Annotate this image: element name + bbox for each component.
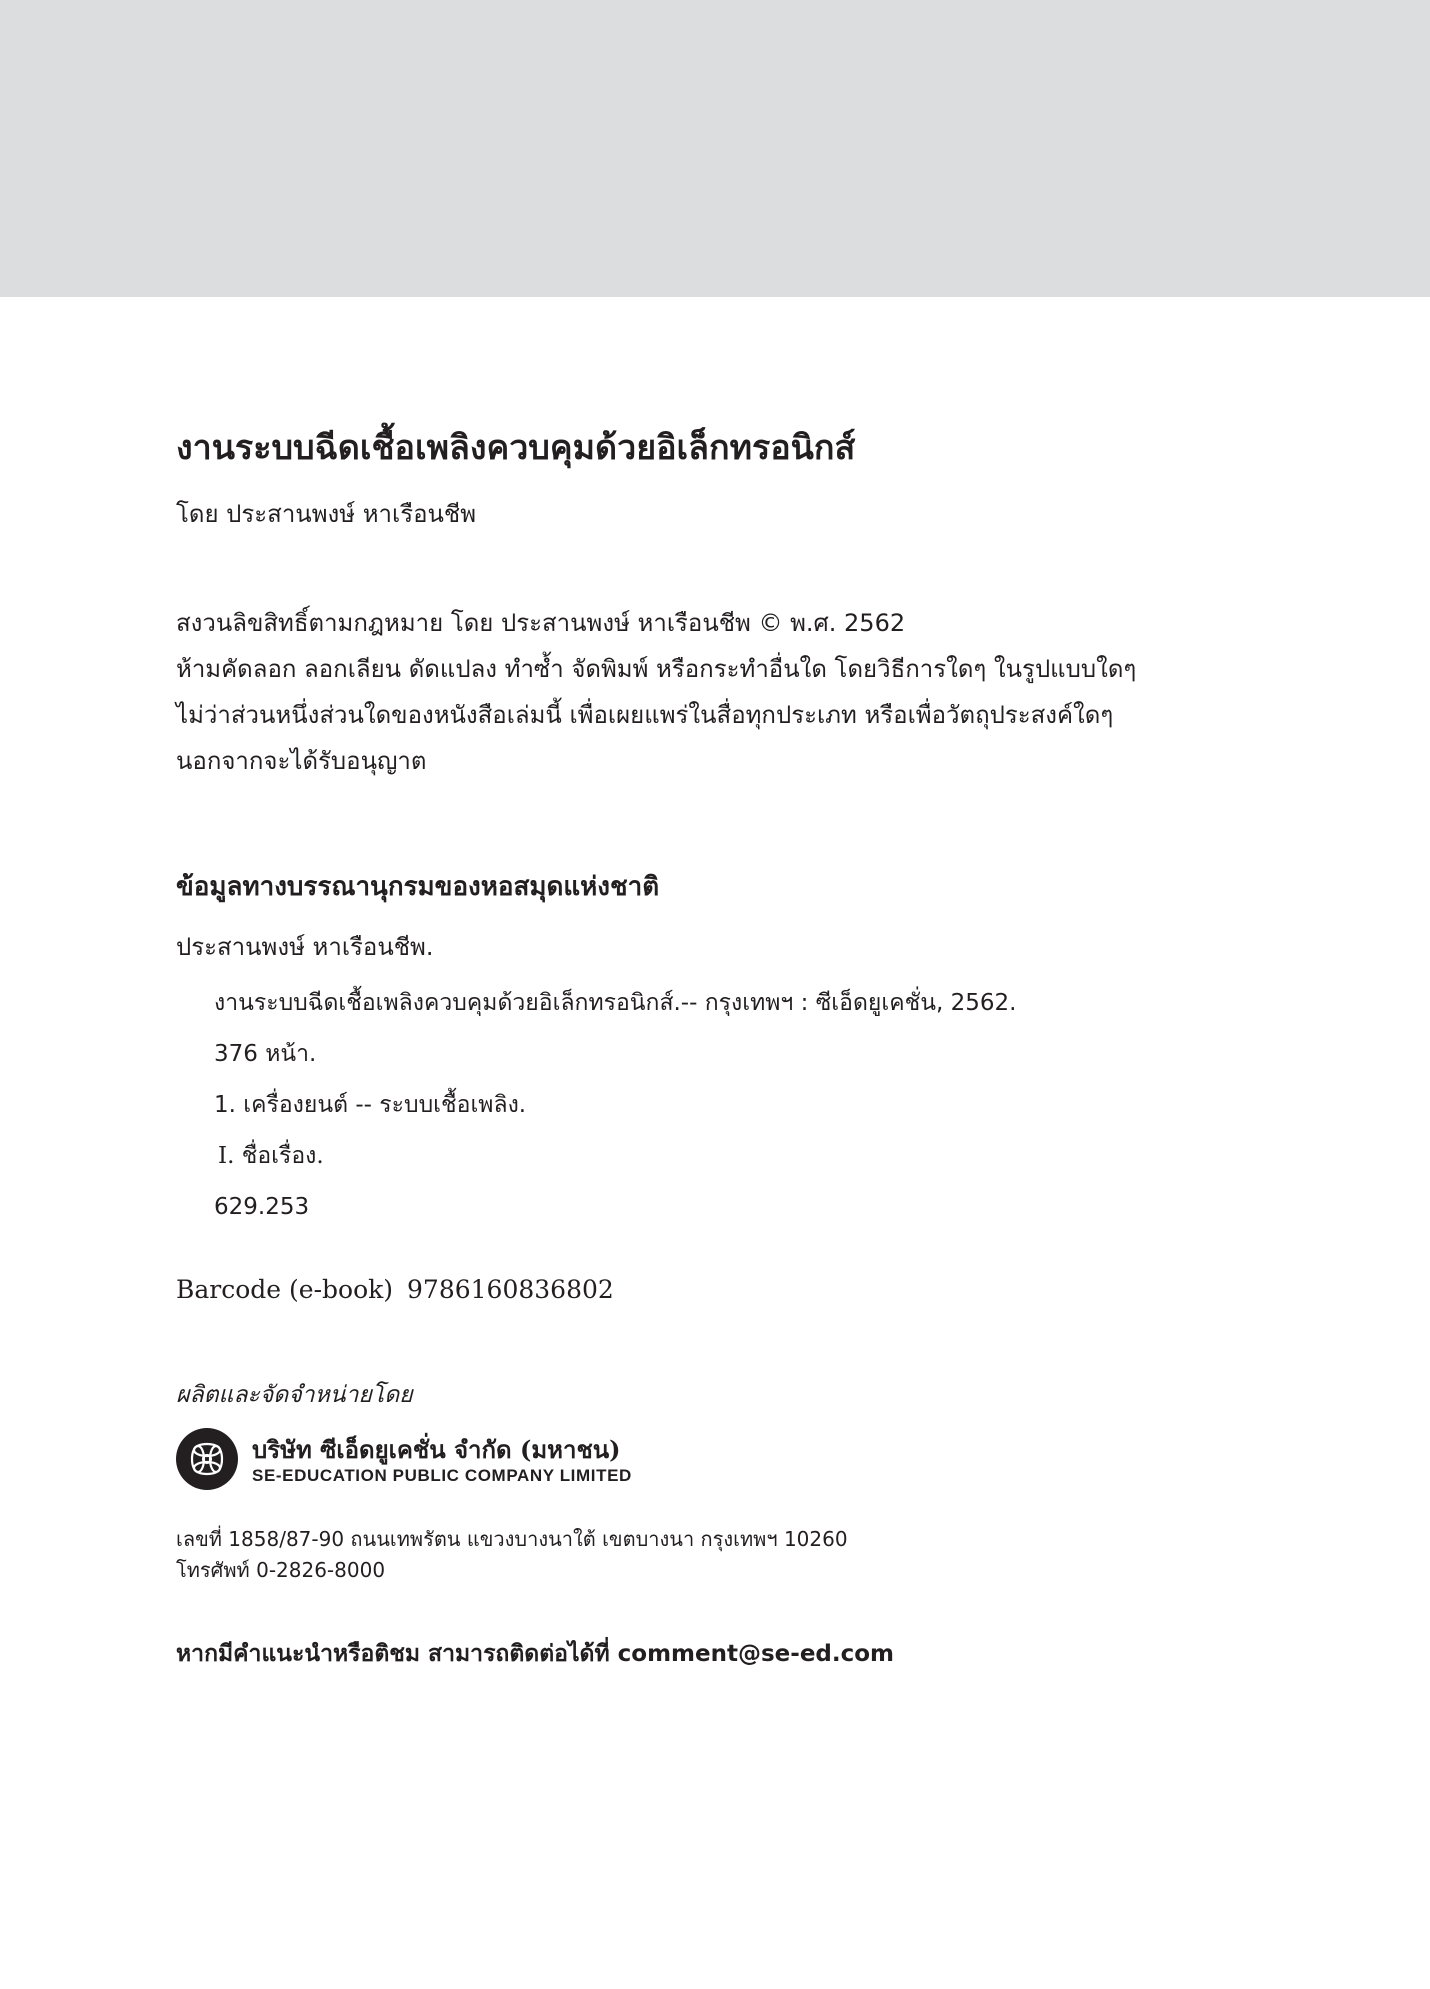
- cip-entries: [214, 978, 1016, 1233]
- cip-entry-title: งานระบบฉีดเชื้อเพลิงควบคุมด้วยอิเล็กทรอนิกส์.-- กรุงเทพฯ : ซีเอ็ดยูเคชั่น, 2562.: [214, 990, 1017, 1016]
- copyright-notice: [176, 600, 1136, 784]
- se-ed-logo-icon: [176, 1428, 238, 1490]
- company-name-thai: บริษัท ซีเอ็ดยูเคชั่น จำกัด (มหาชน): [252, 1435, 621, 1464]
- cip-entry-pages: 376 หน้า.: [214, 1041, 317, 1067]
- phone-line: โทรศัพท์ 0-2826-8000: [176, 1558, 386, 1582]
- cip-heading: ข้อมูลทางบรรณานุกรมของหอสมุดแห่งชาติ: [176, 872, 660, 902]
- cip-entry-classification: 629.253: [214, 1194, 310, 1220]
- barcode-line: [176, 1275, 614, 1304]
- address-line: เลขที่ 1858/87-90 ถนนเทพรัตน แขวงบางนาใต้ เขตบางนา กรุงเทพฯ 10260: [176, 1527, 848, 1551]
- copyright-line: นอกจากจะได้รับอนุญาต: [176, 747, 427, 775]
- company-name-english: SE-EDUCATION PUBLIC COMPANY LIMITED: [252, 1466, 632, 1485]
- distributor-label: ผลิตและจัดจำหน่ายโดย: [176, 1382, 413, 1408]
- top-gray-band: [0, 0, 1430, 297]
- cip-entry-subject: 1. เครื่องยนต์ -- ระบบเชื้อเพลิง.: [214, 1092, 527, 1118]
- book-title: งานระบบฉีดเชื้อเพลิงควบคุมด้วยอิเล็กทรอนิกส์: [176, 428, 856, 468]
- publisher-address: [176, 1524, 848, 1586]
- cip-author: ประสานพงษ์ หาเรือนชีพ.: [176, 933, 434, 961]
- barcode-label: Barcode (e-book): [176, 1275, 394, 1304]
- copyright-line: ห้ามคัดลอก ลอกเลียน ดัดแปลง ทำซ้ำ จัดพิมพ์ หรือกระทำอื่นใด โดยวิธีการใดๆ ในรูปแบบใดๆ: [176, 655, 1137, 683]
- copyright-line: ไม่ว่าส่วนหนึ่งส่วนใดของหนังสือเล่มนี้ เพื่อเผยแพร่ในสื่อทุกประเภท หรือเพื่อวัตถุประสงค์ใดๆ: [176, 701, 1114, 729]
- copyright-line: สงวนลิขสิทธิ์ตามกฎหมาย โดย ประสานพงษ์ หาเรือนชีพ © พ.ศ. 2562: [176, 609, 906, 637]
- contact-line: หากมีคำแนะนำหรือติชม สามารถติดต่อได้ที่ comment@se-ed.com: [176, 1641, 895, 1667]
- barcode-number: 9786160836802: [407, 1275, 614, 1304]
- author-line: โดย ประสานพงษ์ หาเรือนชีพ: [176, 500, 477, 528]
- cip-entry-title-index: I. ชื่อเรื่อง.: [218, 1143, 324, 1169]
